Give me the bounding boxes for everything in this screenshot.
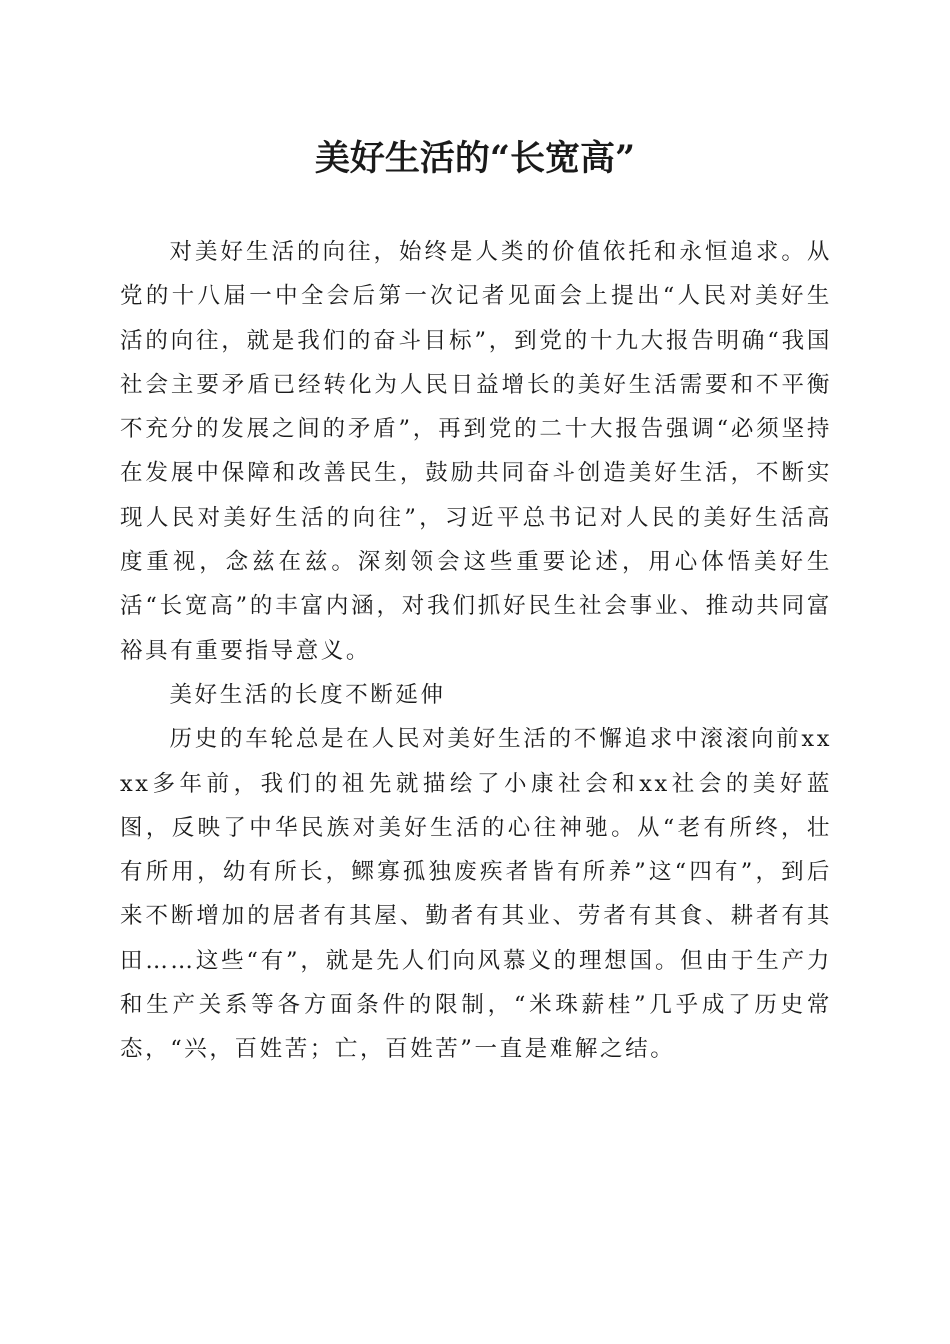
section-heading: 美好生活的长度不断延伸 [169,681,446,708]
document-body [120,230,832,1072]
paragraph-intro: 对美好生活的向往，始终是人类的价值依托和永恒追求。从党的十八届一中全会后第一次记者见面会上提出“人民对美好生活的向往，就是我们的奋斗目标”，到党的十九大报告明确“我国社会主要矛盾已经转化为人民日益增长的美好生活需要和不平衡不充分的发展之间的矛盾”，再到党的二十大报告强调“必须坚持在发展中保障和改善民生，鼓励共同奋斗创造美好生活，不断实现人民对美好生活的向往”，习近平总书记对人民的美好生活高度重视，念兹在兹。深刻领会这些重要论述，用心体悟美好生活“长宽高”的丰富内涵，对我们抓好民生社会事业、推动共同富裕具有重要指导意义。 [120,239,832,664]
document-title: 美好生活的“长宽高” [314,138,636,179]
paragraph-history: 历史的车轮总是在人民对美好生活的不懈追求中滚滚向前xxxx多年前，我们的祖先就描绘了小康社会和xx社会的美好蓝图，反映了中华民族对美好生活的心往神驰。从“老有所终，壮有所用，幼有所长，鳏寡孤独废疾者皆有所养”这“四有”，到后来不断增加的居者有其屋、勤者有其业、劳者有其食、耕者有其田……这些“有”，就是先人们向风慕义的理想国。但由于生产力和生产关系等各方面条件的限制，“米珠薪桂”几乎成了历史常态，“兴，百姓苦；亡，百姓苦”一直是难解之结。 [120,726,832,1063]
